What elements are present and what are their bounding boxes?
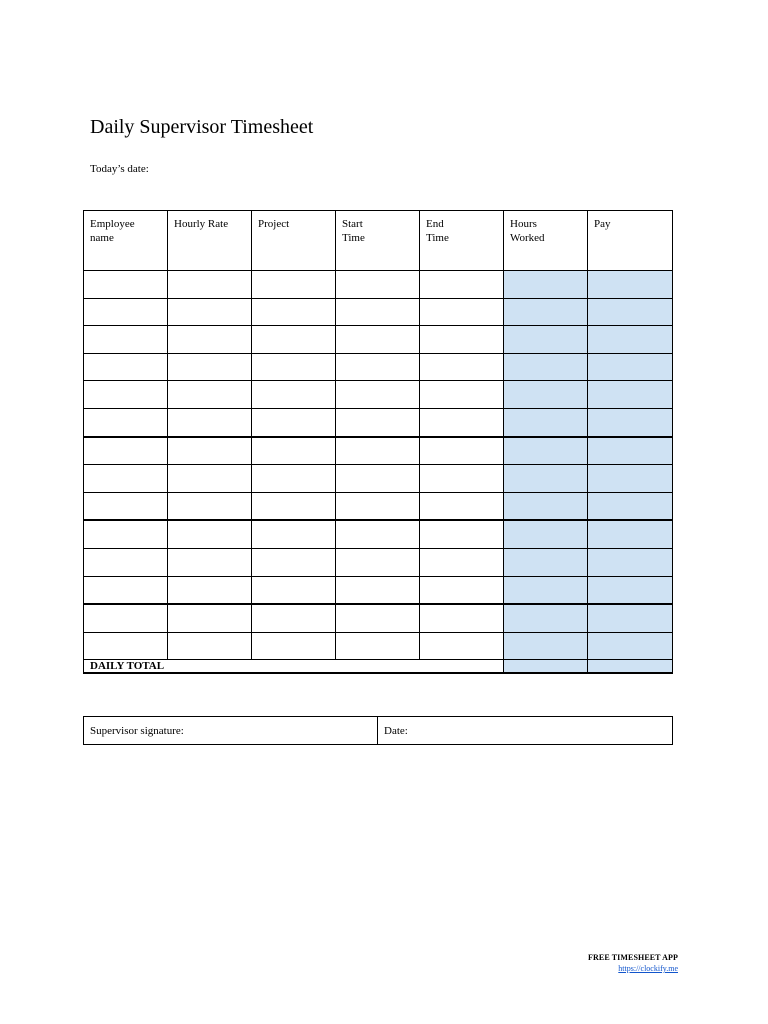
todays-date-label: Today’s date: xyxy=(90,163,149,175)
hours-worked-cell[interactable] xyxy=(504,408,588,436)
table-row xyxy=(84,271,673,299)
start-time-cell[interactable] xyxy=(336,381,420,409)
project-cell[interactable] xyxy=(252,492,336,520)
hours-worked-cell[interactable] xyxy=(504,381,588,409)
pay-cell[interactable] xyxy=(588,576,673,604)
start-time-cell[interactable] xyxy=(336,604,420,632)
start-time-cell[interactable] xyxy=(336,548,420,576)
timesheet-table xyxy=(83,210,673,674)
hours-worked-cell[interactable] xyxy=(504,576,588,604)
project-cell[interactable] xyxy=(252,465,336,493)
pay-cell[interactable] xyxy=(588,408,673,436)
hourly-rate-cell[interactable] xyxy=(168,408,252,436)
end-time-cell[interactable] xyxy=(420,437,504,465)
hourly-rate-cell[interactable] xyxy=(168,271,252,299)
total-hours-cell[interactable] xyxy=(504,660,588,674)
signature-table xyxy=(83,716,673,745)
start-time-cell[interactable] xyxy=(336,437,420,465)
header-hourly-rate: Hourly Rate xyxy=(168,211,252,271)
employee-name-cell[interactable] xyxy=(84,548,168,576)
header-employee-name: Employee name xyxy=(84,211,168,271)
pay-cell[interactable] xyxy=(588,437,673,465)
project-cell[interactable] xyxy=(252,271,336,299)
hours-worked-cell[interactable] xyxy=(504,298,588,326)
table-row xyxy=(84,548,673,576)
table-row xyxy=(84,408,673,436)
start-time-cell[interactable] xyxy=(336,271,420,299)
project-cell[interactable] xyxy=(252,632,336,660)
end-time-cell[interactable] xyxy=(420,298,504,326)
table-row xyxy=(84,492,673,520)
employee-name-cell[interactable] xyxy=(84,632,168,660)
pay-cell[interactable] xyxy=(588,632,673,660)
end-time-cell[interactable] xyxy=(420,548,504,576)
end-time-cell[interactable] xyxy=(420,271,504,299)
end-time-cell[interactable] xyxy=(420,465,504,493)
employee-name-cell[interactable] xyxy=(84,465,168,493)
header-row xyxy=(84,211,673,271)
table-row xyxy=(84,437,673,465)
header-start-time: Start Time xyxy=(336,211,420,271)
employee-name-cell[interactable] xyxy=(84,353,168,381)
end-time-cell[interactable] xyxy=(420,576,504,604)
employee-name-cell[interactable] xyxy=(84,298,168,326)
pay-cell[interactable] xyxy=(588,271,673,299)
hourly-rate-cell[interactable] xyxy=(168,576,252,604)
table-row xyxy=(84,520,673,548)
pay-cell[interactable] xyxy=(588,465,673,493)
hourly-rate-cell[interactable] xyxy=(168,632,252,660)
page-title: Daily Supervisor Timesheet xyxy=(90,116,314,138)
hourly-rate-cell[interactable] xyxy=(168,520,252,548)
pay-cell[interactable] xyxy=(588,326,673,354)
end-time-cell[interactable] xyxy=(420,353,504,381)
end-time-cell[interactable] xyxy=(420,520,504,548)
employee-name-cell[interactable] xyxy=(84,271,168,299)
start-time-cell[interactable] xyxy=(336,492,420,520)
hourly-rate-cell[interactable] xyxy=(168,548,252,576)
daily-total-label: DAILY TOTAL xyxy=(84,660,504,674)
table-row xyxy=(84,326,673,354)
project-cell[interactable] xyxy=(252,548,336,576)
start-time-cell[interactable] xyxy=(336,465,420,493)
table-row xyxy=(84,381,673,409)
start-time-cell[interactable] xyxy=(336,353,420,381)
hourly-rate-cell[interactable] xyxy=(168,492,252,520)
project-cell[interactable] xyxy=(252,408,336,436)
end-time-cell[interactable] xyxy=(420,381,504,409)
daily-total-row xyxy=(84,660,673,674)
hourly-rate-cell[interactable] xyxy=(168,437,252,465)
total-pay-cell[interactable] xyxy=(588,660,673,674)
hourly-rate-cell[interactable] xyxy=(168,604,252,632)
hours-worked-cell[interactable] xyxy=(504,520,588,548)
employee-name-cell[interactable] xyxy=(84,492,168,520)
table-row xyxy=(84,576,673,604)
hourly-rate-cell[interactable] xyxy=(168,381,252,409)
table-row xyxy=(84,353,673,381)
table-row xyxy=(84,632,673,660)
pay-cell[interactable] xyxy=(588,492,673,520)
footer xyxy=(588,952,678,974)
hours-worked-cell[interactable] xyxy=(504,632,588,660)
employee-name-cell[interactable] xyxy=(84,326,168,354)
hourly-rate-cell[interactable] xyxy=(168,465,252,493)
header-hours-worked: Hours Worked xyxy=(504,211,588,271)
pay-cell[interactable] xyxy=(588,520,673,548)
employee-name-cell[interactable] xyxy=(84,604,168,632)
end-time-cell[interactable] xyxy=(420,408,504,436)
end-time-cell[interactable] xyxy=(420,492,504,520)
project-cell[interactable] xyxy=(252,604,336,632)
project-cell[interactable] xyxy=(252,520,336,548)
end-time-cell[interactable] xyxy=(420,326,504,354)
hourly-rate-cell[interactable] xyxy=(168,326,252,354)
end-time-cell[interactable] xyxy=(420,632,504,660)
hours-worked-cell[interactable] xyxy=(504,548,588,576)
hours-worked-cell[interactable] xyxy=(504,465,588,493)
hourly-rate-cell[interactable] xyxy=(168,353,252,381)
project-cell[interactable] xyxy=(252,298,336,326)
hourly-rate-cell[interactable] xyxy=(168,298,252,326)
signature-date-field[interactable]: Date: xyxy=(378,717,673,745)
header-project: Project xyxy=(252,211,336,271)
employee-name-cell[interactable] xyxy=(84,381,168,409)
header-pay: Pay xyxy=(588,211,673,271)
pay-cell[interactable] xyxy=(588,604,673,632)
start-time-cell[interactable] xyxy=(336,298,420,326)
start-time-cell[interactable] xyxy=(336,326,420,354)
start-time-cell[interactable] xyxy=(336,632,420,660)
hours-worked-cell[interactable] xyxy=(504,437,588,465)
hours-worked-cell[interactable] xyxy=(504,604,588,632)
footer-app-label: FREE TIMESHEET APP xyxy=(588,953,678,962)
start-time-cell[interactable] xyxy=(336,408,420,436)
end-time-cell[interactable] xyxy=(420,604,504,632)
employee-name-cell[interactable] xyxy=(84,520,168,548)
employee-name-cell[interactable] xyxy=(84,408,168,436)
pay-cell[interactable] xyxy=(588,353,673,381)
pay-cell[interactable] xyxy=(588,548,673,576)
signature-row xyxy=(84,717,673,745)
table-row xyxy=(84,604,673,632)
project-cell[interactable] xyxy=(252,576,336,604)
header-end-time: End Time xyxy=(420,211,504,271)
project-cell[interactable] xyxy=(252,437,336,465)
employee-name-cell[interactable] xyxy=(84,576,168,604)
table-row xyxy=(84,298,673,326)
footer-link[interactable]: https://clockify.me xyxy=(618,964,678,973)
hours-worked-cell[interactable] xyxy=(504,353,588,381)
project-cell[interactable] xyxy=(252,326,336,354)
hours-worked-cell[interactable] xyxy=(504,271,588,299)
project-cell[interactable] xyxy=(252,353,336,381)
employee-name-cell[interactable] xyxy=(84,437,168,465)
start-time-cell[interactable] xyxy=(336,576,420,604)
project-cell[interactable] xyxy=(252,381,336,409)
hours-worked-cell[interactable] xyxy=(504,326,588,354)
table-row xyxy=(84,465,673,493)
hours-worked-cell[interactable] xyxy=(504,492,588,520)
supervisor-signature-field[interactable]: Supervisor signature: xyxy=(84,717,378,745)
pay-cell[interactable] xyxy=(588,298,673,326)
start-time-cell[interactable] xyxy=(336,520,420,548)
pay-cell[interactable] xyxy=(588,381,673,409)
